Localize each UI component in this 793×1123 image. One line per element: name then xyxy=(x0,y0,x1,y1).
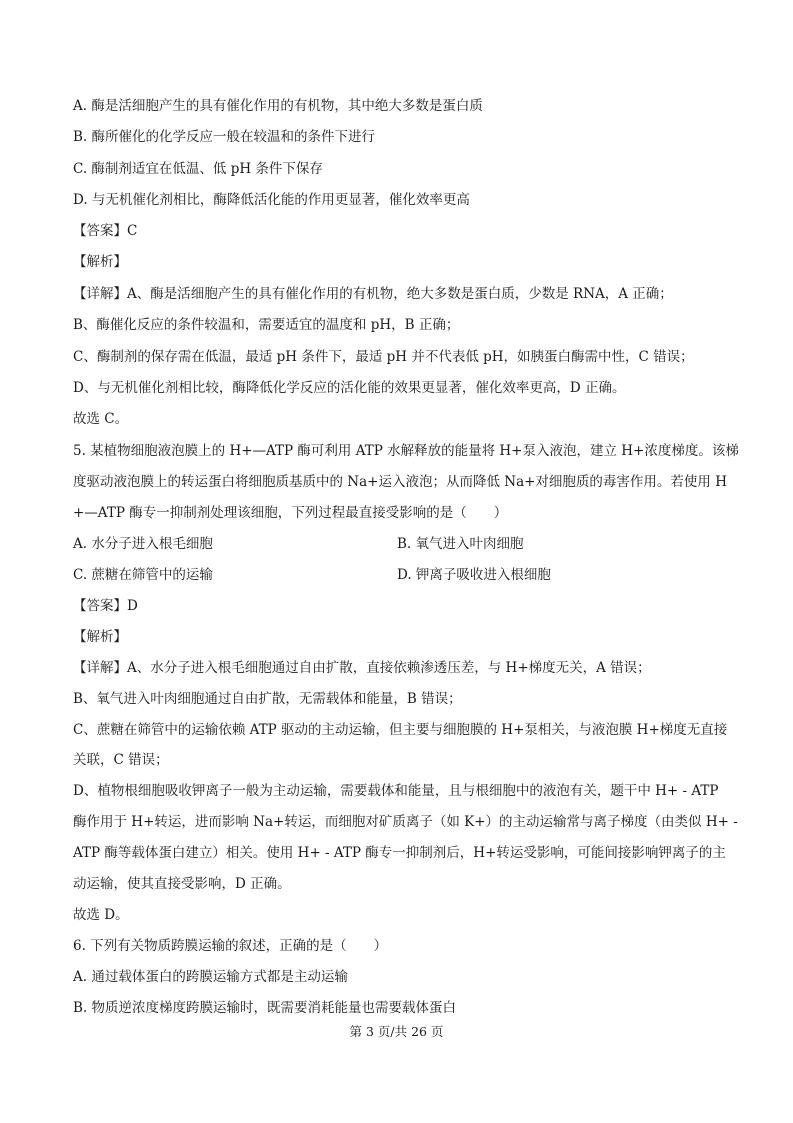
q4-detail-d: D、与无机催化剂相比较，酶降低化学反应的活化能的效果更显著，催化效率更高，D 正确。 xyxy=(73,380,626,396)
q4-option-c: C. 酶制剂适宜在低温、低 pH 条件下保存 xyxy=(73,161,323,177)
q4-option-b: B. 酶所催化的化学反应一般在较温和的条件下进行 xyxy=(73,129,376,145)
q5-answer: 【答案】D xyxy=(73,598,138,614)
q5-option-a: A. 水分子进入根毛细胞 xyxy=(73,536,213,552)
q5-detail-d-line-4: 动运输，使其直接受影响，D 正确。 xyxy=(73,876,291,892)
q4-option-a: A. 酶是活细胞产生的具有催化作用的有机物，其中绝大多数是蛋白质 xyxy=(73,98,483,114)
q4-detail-b: B、酶催化反应的条件较温和，需要适宜的温度和 pH，B 正确； xyxy=(73,317,460,333)
q5-conclusion: 故选 D。 xyxy=(73,907,129,923)
page-number: 第 3 页/共 26 页 xyxy=(349,1024,444,1039)
q5-analysis-heading: 【解析】 xyxy=(73,629,127,645)
q5-stem-line-2: 度驱动液泡膜上的转运蛋白将细胞质基质中的 Na+运入液泡；从而降低 Na+对细胞质的毒害作用。若使用 H xyxy=(73,474,727,490)
q5-stem-line-1: 5. 某植物细胞液泡膜上的 H+—ATP 酶可利用 ATP 水解释放的能量将 H+泵入液泡，建立 H+浓度梯度。该梯 xyxy=(73,443,739,459)
q5-detail-b: B、氧气进入叶肉细胞通过自由扩散，无需载体和能量，B 错误； xyxy=(73,691,462,707)
q4-analysis-heading: 【解析】 xyxy=(73,254,127,270)
q4-detail-a: 【详解】A、酶是活细胞产生的具有催化作用的有机物，绝大多数是蛋白质，少数是 RNA，A 正确； xyxy=(73,286,673,302)
q6-stem: 6. 下列有关物质跨膜运输的叙述，正确的是（ ） xyxy=(73,938,388,954)
q5-option-c: C. 蔗糖在筛管中的运输 xyxy=(73,567,213,583)
q5-detail-a: 【详解】A、水分子进入根毛细胞通过自由扩散，直接依赖渗透压差，与 H+梯度无关，A 错误； xyxy=(73,660,651,676)
q5-option-b: B. 氧气进入叶肉细胞 xyxy=(397,536,524,552)
q6-option-a: A. 通过载体蛋白的跨膜运输方式都是主动运输 xyxy=(73,969,348,985)
q4-detail-c: C、酶制剂的保存需在低温，最适 pH 条件下，最适 pH 并不代表低 pH，如胰蛋白酶需中性，C 错误； xyxy=(73,349,694,365)
q5-detail-d-line-2: 酶作用于 H+转运，进而影响 Na+转运，而细胞对矿质离子（如 K+）的主动运输常与离子梯度（由类似 H+ - xyxy=(73,814,738,830)
q5-detail-c-line-2: 关联，C 错误； xyxy=(73,752,169,768)
q5-detail-d-line-1: D、植物根细胞吸收钾离子一般为主动运输，需要载体和能量，且与根细胞中的液泡有关，题干中 H+ - ATP xyxy=(73,783,719,799)
q5-option-d: D. 钾离子吸收进入根细胞 xyxy=(397,567,551,583)
q5-stem-line-3: +—ATP 酶专一抑制剂处理该细胞，下列过程最直接受影响的是（ ） xyxy=(73,505,508,521)
q4-conclusion: 故选 C。 xyxy=(73,411,129,427)
q5-detail-d-line-3: ATP 酶等载体蛋白建立）相关。使用 H+ - ATP 酶专一抑制剂后，H+转运受影响，可能间接影响钾离子的主 xyxy=(73,845,726,861)
q4-option-d: D. 与无机催化剂相比，酶降低活化能的作用更显著，催化效率更高 xyxy=(73,192,470,208)
q5-detail-c-line-1: C、蔗糖在筛管中的运输依赖 ATP 驱动的主动运输，但主要与细胞膜的 H+泵相关，与液泡膜 H+梯度无直接 xyxy=(73,722,728,738)
q6-option-b: B. 物质逆浓度梯度跨膜运输时，既需要消耗能量也需要载体蛋白 xyxy=(73,1000,457,1016)
q4-answer: 【答案】C xyxy=(73,223,138,239)
